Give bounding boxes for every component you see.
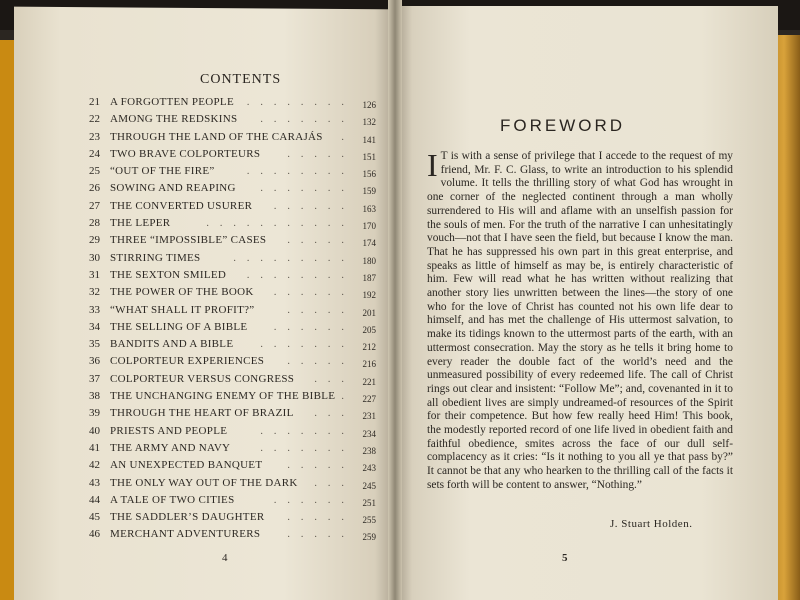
toc-entry-number: 32 (89, 286, 100, 299)
toc-entry-page: 156 (362, 169, 376, 180)
toc-entry (80, 511, 376, 528)
toc-entry-number: 23 (89, 130, 100, 143)
toc-entry-title: BANDITS AND A BIBLE (110, 338, 234, 351)
toc-entry-page: 174 (362, 238, 376, 249)
toc-entry-page: 163 (362, 203, 376, 214)
toc-entry-title: THE UNCHANGING ENEMY OF THE BIBLE (110, 390, 336, 403)
toc-entry-number: 38 (89, 390, 100, 403)
toc-entry-title: TWO BRAVE COLPORTEURS (110, 147, 261, 160)
toc-entry-title: STIRRING TIMES (110, 251, 201, 264)
toc-entry-page: 151 (362, 151, 376, 162)
toc-entry-title: THREE “IMPOSSIBLE” CASES (110, 234, 267, 247)
toc-entry-title: AN UNEXPECTED BANQUET (110, 459, 263, 472)
toc-entry-number: 36 (89, 355, 100, 368)
toc-entry-number: 29 (89, 234, 100, 247)
toc-entry-page: 126 (362, 100, 376, 110)
toc-entry-number: 45 (89, 511, 100, 524)
toc-leader-dots: . . . . . . . (260, 441, 348, 454)
toc-entry-number: 44 (89, 493, 100, 506)
toc-entry-title: THE CONVERTED USURER (110, 199, 253, 212)
toc-entry-title: “WHAT SHALL IT PROFIT?” (110, 303, 255, 316)
toc-entry-title: COLPORTEUR EXPERIENCES (110, 355, 265, 368)
foreword-text (427, 147, 733, 493)
toc-leader-dots: . . . . . . . . (246, 268, 348, 281)
toc-entry (80, 182, 376, 199)
toc-entry-title: THE SEXTON SMILED (110, 268, 227, 281)
toc-entry-title: THROUGH THE HEART OF BRAZIL (110, 407, 294, 420)
contents-heading: CONTENTS (200, 72, 282, 87)
toc-entry (80, 131, 376, 148)
toc-leader-dots: . . . . . . . (260, 182, 348, 195)
toc-entry-number: 41 (89, 441, 100, 454)
toc-entry (80, 425, 376, 442)
toc-entry (80, 321, 376, 338)
toc-leader-dots: . . . . . . (273, 493, 348, 506)
foreword-heading: FOREWORD (500, 116, 626, 135)
toc-entry-title: “OUT OF THE FIRE” (110, 165, 215, 178)
toc-entry-page: 243 (362, 463, 376, 474)
toc-entry (80, 234, 376, 251)
toc-entry-title: A TALE OF TWO CITIES (110, 493, 235, 506)
toc-entry-number: 42 (89, 459, 100, 472)
toc-entry-page: 259 (362, 532, 376, 543)
toc-entry (80, 442, 376, 459)
toc-entry (80, 200, 376, 217)
toc-entry (80, 217, 376, 234)
toc-leader-dots: . . . . . (287, 511, 348, 524)
toc-entry-number: 21 (89, 96, 100, 108)
toc-entry (80, 269, 376, 286)
toc-leader-dots: . . . . . (287, 355, 348, 368)
toc-entry-title: AMONG THE REDSKINS (110, 113, 238, 126)
toc-entry-page: 238 (362, 445, 376, 456)
toc-entry-number: 35 (89, 338, 100, 351)
toc-leader-dots: . . . . . . (273, 286, 348, 299)
drop-cap: I (427, 147, 438, 183)
toc-entry-number: 22 (89, 113, 100, 126)
foreword-paragraph: T is with a sense of privilege that I accede to the request of my friend, Mr. F. C. Glass, to write an introduction to his splendid volume. It tells the thrilling story of what God has wrought in one corner of the neglected continent through a man wholly surrendered to His will and aflame with an unselfish passion for the souls of men. For the truth of the narrative I can unhesitatingly vouch—not that I have seen the field, but because I know the man. That he has suppressed his own part in this great enterprise, and speaks as little of himself as may be, is entirely characteristic of him. Few will read what he has written without realizing that another story lies unwritten between the lines—the story of one who for the love of Christ has counted not his own life dear to himself, and has met the challenge of His uttermost salvation, to make its tidings known to the uttermost parts of the earth, with an uttermost consecration. May the story as he tells it bring home to every reader the double fact of the world’s need and the unmeasured possibility of every redeemed life. The call of Christ rings out clear and insistent: “Follow Me”; and, covenanted in it to all obedient lives are simply undreamed-of resources of the Spirit for their competence. But how few really heed Him! This book, the modestly reported record of one life lived in obedient faith and faithful obedience, smites across the face of our dull self-complacency as it cries: “Is it nothing to you all ye that pass by?” It cannot be that any who hearken to the thrilling call of the facts it sets forth will be content to answer, “Nothing.” (427, 150, 733, 491)
toc-leader-dots: . . . . . (287, 528, 348, 541)
toc-entry-page: 180 (362, 255, 376, 266)
toc-entry-number: 27 (89, 199, 100, 212)
toc-leader-dots: . . . . . . . (260, 338, 348, 351)
toc-entry (80, 113, 376, 130)
toc-entry-title: THE ARMY AND NAVY (110, 441, 231, 454)
toc-entry (80, 373, 376, 390)
toc-leader-dots: . . . . . . . . . (233, 251, 348, 264)
toc-leader-dots: . . . . . . . . (246, 96, 348, 108)
toc-leader-dots: . . . (314, 372, 348, 385)
toc-entry (80, 304, 376, 321)
toc-leader-dots: . . . . . . . . . . . (206, 217, 348, 230)
toc-leader-dots: . . . . . . . . (246, 165, 348, 178)
toc-entry (80, 338, 376, 355)
toc-leader-dots: . . . . . (287, 147, 348, 160)
toc-entry (80, 407, 376, 424)
toc-entry-page: 132 (362, 117, 376, 128)
toc-entry-page: 221 (362, 376, 376, 387)
toc-entry-title: PRIESTS AND PEOPLE (110, 424, 228, 437)
toc-entry (80, 390, 376, 407)
foreword-signature: J. Stuart Holden. (610, 518, 693, 530)
toc-entry-page: 212 (362, 342, 376, 353)
toc-entry-number: 28 (89, 217, 100, 230)
toc-entry-number: 39 (89, 407, 100, 420)
toc-entry-page: 141 (362, 134, 376, 145)
toc-entry-number: 46 (89, 528, 100, 541)
toc-entry (80, 165, 376, 182)
toc-entry-title: THE POWER OF THE BOOK (110, 286, 254, 299)
toc-entry-title: SOWING AND REAPING (110, 182, 236, 195)
toc-entry-page: 205 (362, 324, 376, 335)
toc-entry-number: 37 (89, 372, 100, 385)
toc-leader-dots: . . . . . . . (260, 113, 348, 126)
toc-entry-page: 251 (362, 497, 376, 508)
toc-entry-title: THE SELLING OF A BIBLE (110, 320, 248, 333)
toc-entry-number: 33 (89, 303, 100, 316)
table-of-contents (80, 96, 376, 546)
toc-entry (80, 477, 376, 494)
toc-entry-number: 43 (89, 476, 100, 489)
toc-entry (80, 528, 376, 545)
toc-entry (80, 96, 376, 113)
toc-leader-dots: . . . (314, 407, 348, 420)
toc-entry-title: THE LEPER (110, 217, 171, 230)
left-page-number: 4 (222, 552, 228, 564)
toc-entry-page: 227 (362, 394, 376, 405)
toc-entry-page: 201 (362, 307, 376, 318)
toc-entry-page: 231 (362, 411, 376, 422)
toc-entry (80, 459, 376, 476)
toc-entry-title: COLPORTEUR VERSUS CONGRESS (110, 372, 295, 385)
toc-entry (80, 494, 376, 511)
toc-entry-title: THE SADDLER’S DAUGHTER (110, 511, 265, 524)
toc-entry-number: 26 (89, 182, 100, 195)
toc-entry-page: 170 (362, 221, 376, 232)
toc-entry-number: 31 (89, 268, 100, 281)
book-gutter (388, 0, 402, 600)
toc-entry-page: 159 (362, 186, 376, 197)
toc-entry-title: A FORGOTTEN PEOPLE (110, 96, 234, 108)
right-page-number: 5 (562, 552, 568, 564)
toc-leader-dots: . . . . . (287, 459, 348, 472)
toc-leader-dots: . (341, 390, 348, 403)
toc-entry-title: MERCHANT ADVENTURERS (110, 528, 261, 541)
toc-leader-dots: . . . . . . (273, 320, 348, 333)
toc-leader-dots: . . . . . . . (260, 424, 348, 437)
toc-entry (80, 252, 376, 269)
toc-entry-page: 192 (362, 290, 376, 301)
toc-leader-dots: . (341, 130, 348, 143)
toc-entry-page: 216 (362, 359, 376, 370)
toc-leader-dots: . . . . . (287, 234, 348, 247)
toc-entry-page: 245 (362, 480, 376, 491)
toc-entry (80, 355, 376, 372)
toc-entry-page: 234 (362, 428, 376, 439)
toc-entry-number: 25 (89, 165, 100, 178)
toc-leader-dots: . . . . . (287, 303, 348, 316)
toc-entry (80, 148, 376, 165)
toc-entry-title: THE ONLY WAY OUT OF THE DARK (110, 476, 298, 489)
toc-entry-page: 187 (362, 272, 376, 283)
toc-leader-dots: . . . . . . (273, 199, 348, 212)
toc-entry (80, 286, 376, 303)
toc-entry-page: 255 (362, 515, 376, 526)
toc-entry-number: 40 (89, 424, 100, 437)
toc-entry-number: 34 (89, 320, 100, 333)
toc-entry-number: 30 (89, 251, 100, 264)
toc-entry-title: THROUGH THE LAND OF THE CARAJÁS (110, 130, 323, 143)
toc-entry-number: 24 (89, 147, 100, 160)
toc-leader-dots: . . . (314, 476, 348, 489)
